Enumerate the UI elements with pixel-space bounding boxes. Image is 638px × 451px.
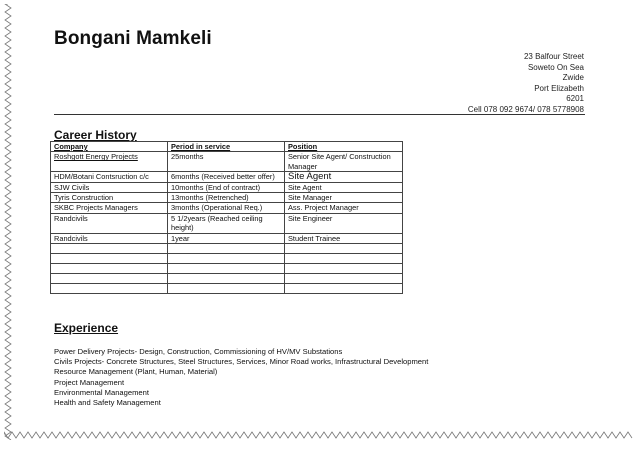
table-row: [51, 213, 403, 233]
column-header: Company: [51, 142, 168, 152]
bottom-wavy-border: [4, 431, 634, 439]
empty-table-row: [51, 284, 403, 294]
candidate-name: Bongani Mamkeli: [54, 28, 212, 49]
table-row: [51, 203, 403, 213]
empty-table-row: [51, 244, 403, 254]
address-line: Soweto On Sea: [527, 62, 584, 72]
experience-item: Project Management: [54, 377, 125, 387]
period-cell: 5 1/2years (Reached ceiling height): [168, 213, 285, 233]
address-line: 23 Balfour Street: [523, 52, 584, 61]
experience-item: Environmental Management: [54, 387, 149, 397]
position-cell: Senior Site Agent/ Construction Manager: [285, 152, 403, 172]
period-cell: 6months (Received better offer): [168, 172, 285, 182]
position-cell: Ass. Project Manager: [285, 203, 403, 213]
address-block: [468, 52, 584, 116]
experience-item: Civils Projects- Concrete Structures, Steel Structures, Services, Minor Road works, Infrastructural Development: [54, 357, 429, 367]
left-wavy-border: [4, 4, 12, 440]
table-row: [51, 152, 403, 172]
period-cell: 13months (Retrenched): [168, 193, 285, 203]
experience-item: Resource Management (Plant, Human, Material): [54, 367, 218, 377]
company-cell: Tyris Construction: [51, 193, 168, 203]
company-cell: SKBC Projects Managers: [51, 203, 168, 213]
address-line: Zwide: [562, 73, 584, 83]
company-cell: Roshgott Energy Projects: [51, 152, 168, 172]
table-row: [51, 193, 403, 203]
empty-table-row: [51, 264, 403, 274]
company-cell: SJW Civils: [51, 182, 168, 192]
address-line: 6201: [566, 94, 584, 104]
position-cell: Site Agent: [285, 172, 403, 182]
empty-table-row: [51, 254, 403, 264]
company-cell: Randcivils: [51, 233, 168, 243]
position-cell: Student Trainee: [285, 233, 403, 243]
period-cell: 25months: [168, 152, 285, 172]
header-divider: [54, 114, 585, 115]
column-header: Period in service: [168, 142, 285, 152]
experience-heading: Experience: [54, 321, 119, 335]
empty-table-row: [51, 274, 403, 284]
experience-list: [54, 347, 428, 408]
contact-phone: Cell 078 092 9674/ 078 5778908: [467, 104, 584, 114]
table-row: [51, 172, 403, 182]
table-row: [51, 182, 403, 192]
career-history-heading: Career History: [54, 128, 137, 142]
period-cell: 1year: [168, 233, 285, 243]
position-cell: Site Manager: [285, 193, 403, 203]
position-cell: Site Agent: [285, 182, 403, 192]
company-cell: Randcivils: [51, 213, 168, 233]
career-history-table: [50, 141, 403, 294]
experience-item: Health and Safety Management: [54, 398, 161, 408]
period-cell: 10months (End of contract): [168, 182, 285, 192]
column-header: Position: [285, 142, 403, 152]
company-cell: HDM/Botani Contsruction c/c: [51, 172, 168, 182]
address-line: Port Elizabeth: [534, 83, 584, 93]
position-cell: Site Engineer: [285, 213, 403, 233]
table-header-row: [51, 142, 403, 152]
table-row: [51, 233, 403, 243]
experience-item: Power Delivery Projects- Design, Construction, Commissioning of HV/MV Substations: [54, 347, 343, 356]
period-cell: 3months (Operational Req.): [168, 203, 285, 213]
